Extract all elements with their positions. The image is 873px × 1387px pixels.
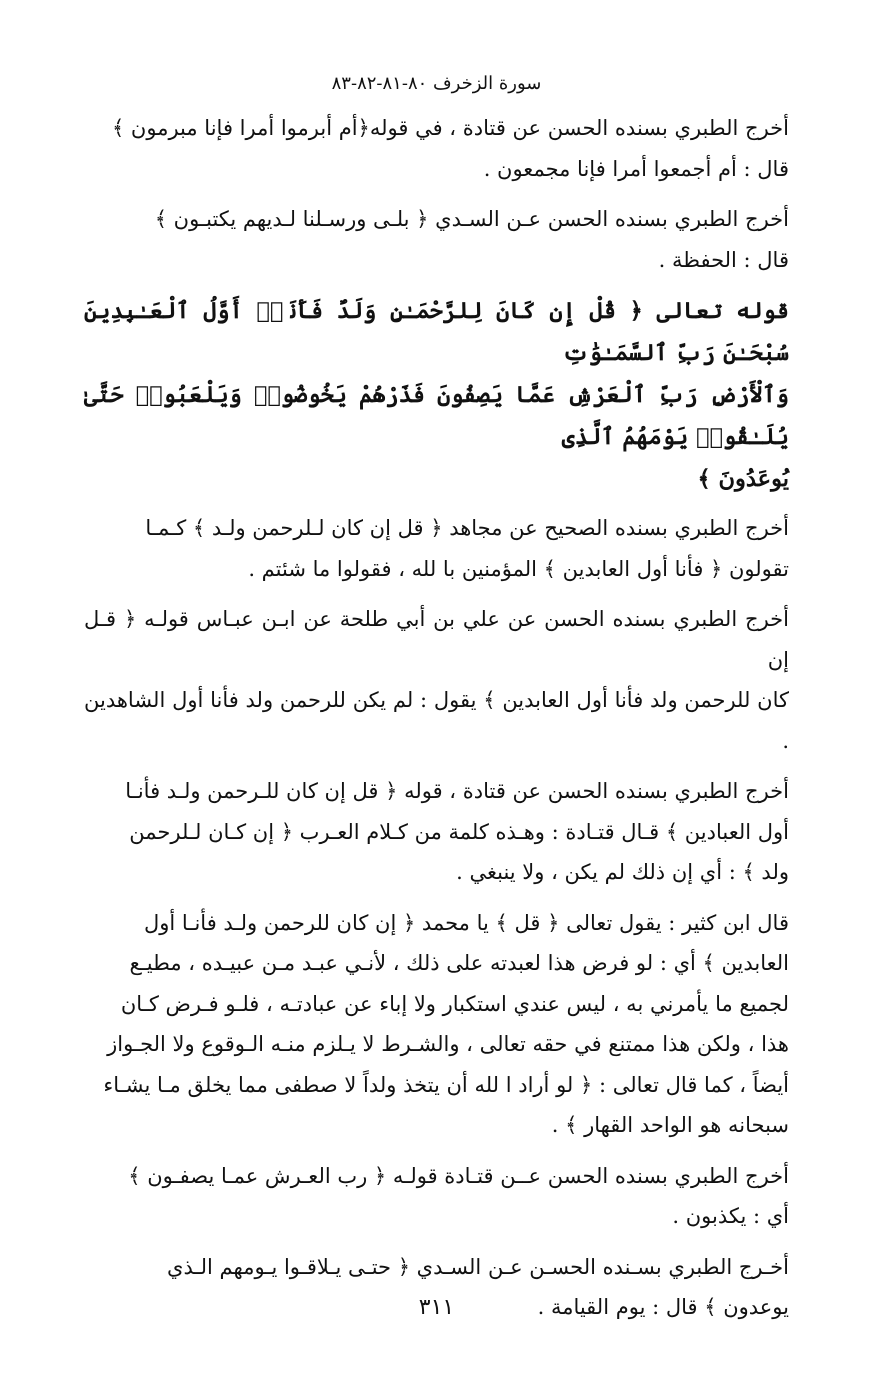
- quran-verse-heading: [84, 290, 789, 500]
- verse-line: وَٱلْأَرْضِ رَبِّ ٱلْعَرْشِ عَمَّا يَصِفُونَ فَذَرْهُمْ يَخُوضُوا۟ وَيَلْعَبُوا۟ حَتَّىٰ يُلَـٰقُوا۟ يَوْمَهُمُ ٱلَّذِى: [84, 382, 789, 450]
- paragraph-line: هذا ، ولكن هذا ممتنع في حقه تعالى ، والشـرط لا يـلزم منـه الـوقوع ولا الجـواز: [107, 1032, 789, 1056]
- paragraph-line: كان للرحمن ولد فأنا أول العابدين ﴾ يقول : لم يكن للرحمن ولد فأنا أول الشاهدين .: [84, 688, 789, 753]
- paragraph-line: أيضاً ، كما قال تعالى : ﴿ لو أراد ا لله أن يتخذ ولداً لا صطفى مما يخلق مـا يشـاء: [103, 1072, 789, 1097]
- paragraph-line: لجميع ما يأمرني به ، ليس عندي استكبار ولا إباء عن عبادتـه ، فلـو فـرض كـان: [120, 991, 789, 1016]
- paragraph-line: قال : أم أجمعوا أمرا فإنا مجمعون .: [483, 156, 789, 181]
- paragraph-2: [84, 199, 789, 280]
- paragraph-line: تقولون ﴿ فأنا أول العابدين ﴾ المؤمنين با لله ، فقولوا ما شئتم .: [248, 556, 789, 581]
- paragraph-line: أخرج الطبري بسنده الحسن عن قتادة ، قوله ﴿ قل إن كان للـرحمن ولـد فأنـا: [125, 779, 789, 803]
- paragraph-6: [84, 771, 789, 893]
- paragraph-1: [84, 108, 789, 189]
- paragraph-line: أخرج الطبري بسنده الحسن عــن قتـادة قولـه ﴿ رب العـرش عمـا يصفـون ﴾: [128, 1163, 789, 1188]
- paragraph-7: [84, 903, 789, 1146]
- verse-line: قوله تعالى ﴿ قُلْ إِن كَانَ لِلرَّحْمَـٰنِ وَلَدٌ فَأَنَا۠ أَوَّلُ ٱلْعَـٰبِدِينَ سُبْحَـٰنَ رَبِّ ٱلسَّمَـٰوَٰتِ: [84, 298, 789, 366]
- paragraph-5: [84, 599, 789, 761]
- paragraph-line: أخرج الطبري بسنده الحسن عـن السـدي ﴿ بلـى ورسـلنا لـديهم يكتبـون ﴾: [154, 207, 789, 231]
- paragraph-4: [84, 508, 789, 589]
- paragraph-line: قال ابن كثير : يقول تعالى ﴿ قل ﴾ يا محمد ﴿ إن كان للرحمن ولـد فأنـا أول: [144, 910, 789, 935]
- paragraph-line: أخـرج الطبري بسـنده الحسـن عـن السـدي ﴿ حتـى يـلاقـوا يـومهم الـذي: [167, 1254, 789, 1279]
- paragraph-line: سبحانه هو الواحد القهار ﴾ .: [551, 1113, 789, 1137]
- paragraph-line: أخرج الطبري بسنده الصحيح عن مجاهد ﴿ قل إن كان لـلرحمن ولـد ﴾ كـمـا: [145, 516, 789, 540]
- paragraph-line: أخرج الطبري بسنده الحسن عن قتادة ، في قوله﴿أم أبرموا أمرا فإنا مبرمون ﴾: [111, 116, 789, 140]
- paragraph-line: قال : الحفظة .: [658, 247, 789, 272]
- paragraph-line: أي : يكذبون .: [672, 1204, 789, 1228]
- running-header: سورة الزخرف ٨٠-٨١-٨٢-٨٣: [331, 73, 542, 94]
- main-text: [84, 108, 789, 1338]
- page-number: ٣١١: [418, 1295, 455, 1320]
- paragraph-line: يوعدون ﴾ قال : يوم القيامة .: [537, 1295, 789, 1319]
- paragraph-8: [84, 1156, 789, 1237]
- paragraph-line: أول العبادين ﴾ قـال قتـادة : وهـذه كلمة من كـلام العـرب ﴿ إن كـان لـلرحمن: [129, 819, 789, 844]
- verse-line: يُوعَدُونَ ﴾: [697, 466, 789, 492]
- paragraph-line: أخرج الطبري بسنده الحسن عن علي بن أبي طلحة عن ابـن عبـاس قولـه ﴿ قـل إن: [84, 607, 789, 672]
- paragraph-line: ولد ﴾ : أي إن ذلك لم يكن ، ولا ينبغي .: [456, 860, 789, 884]
- paragraph-line: العابدين ﴾ أي : لو فرض هذا لعبدته على ذلك ، لأنـي عبـد مـن عبيـده ، مطيـع: [129, 951, 789, 975]
